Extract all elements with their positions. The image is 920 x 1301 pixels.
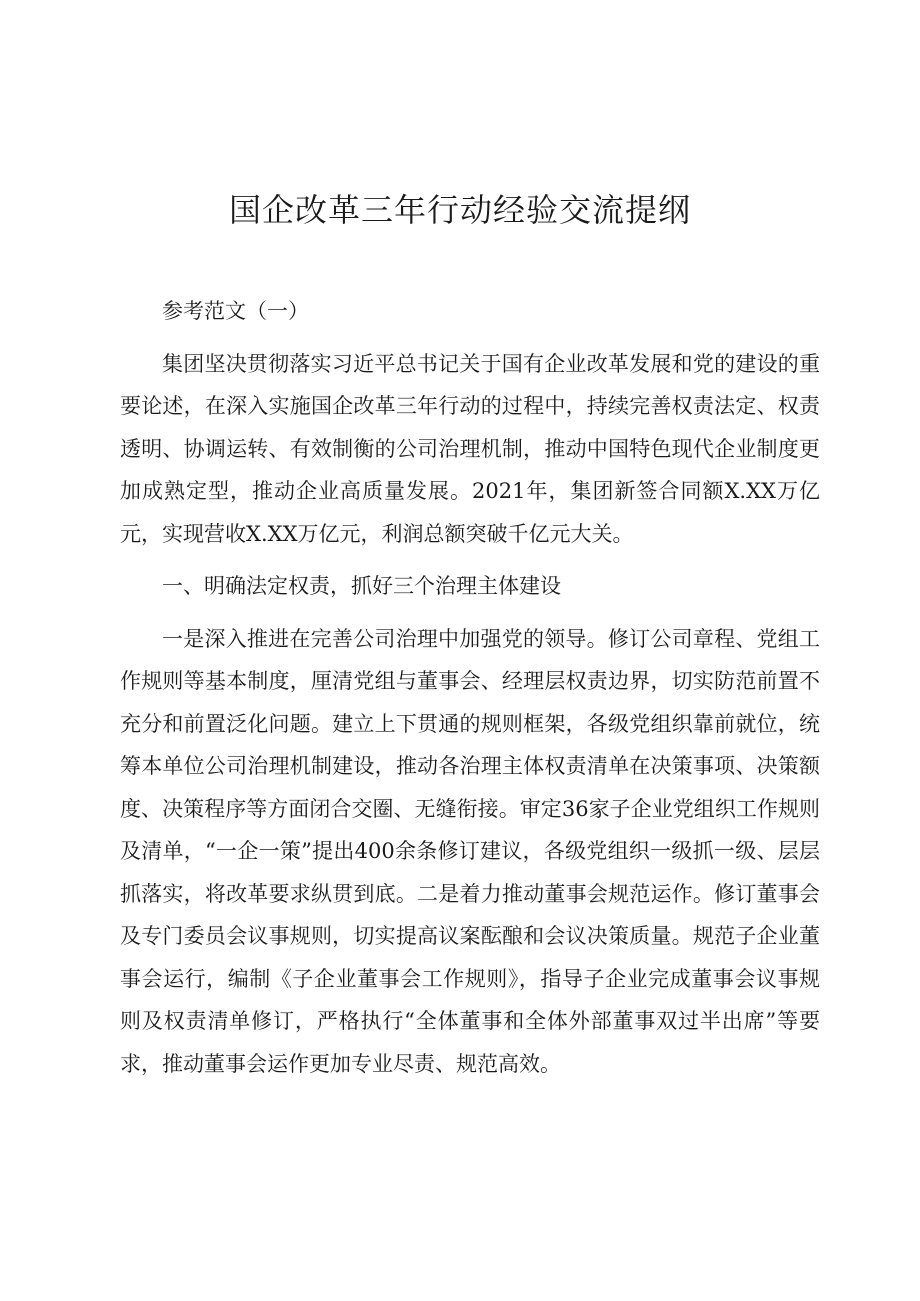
document-body	[120, 290, 820, 1085]
intro-paragraph: 集团坚决贯彻落实习近平总书记关于国有企业改革发展和党的建设的重要论述，在深入实施国企改革三年行动的过程中，持续完善权责法定、权责透明、协调运转、有效制衡的公司治理机制，推动中国特色现代企业制度更加成熟定型，推动企业高质量发展。2021年，集团新签合同额X.XX万亿元，实现营收X.XX万亿元，利润总额突破千亿元大关。	[120, 351, 820, 546]
document-title: 国企改革三年行动经验交流提纲	[228, 191, 691, 229]
body-paragraph: 一是深入推进在完善公司治理中加强党的领导。修订公司章程、党组工作规则等基本制度，厘清党组与董事会、经理层权责边界，切实防范前置不充分和前置泛化问题。建立上下贯通的规则框架，各级党组织靠前就位，统筹本单位公司治理机制建设，推动各治理主体权责清单在决策事项、决策额度、决策程序等方面闭合交圈、无缝衔接。审定36家子企业党组织工作规则及清单，“一企一策”提出400余条修订建议，各级党组织一级抓一级、层层抓落实，将改革要求纵贯到底。二是着力推动董事会规范运作。修订董事会及专门委员会议事规则，切实提高议案酝酿和会议决策质量。规范子企业董事会运行，编制《子企业董事会工作规则》，指导子企业完成董事会议事规则及权责清单修订，严格执行“全体董事和全体外部董事双过半出席”等要求，推动董事会运作更加专业尽责、规范高效。	[120, 626, 820, 1076]
section-label: 参考范文（一）	[162, 299, 309, 323]
section-heading: 一、明确法定权责，抓好三个治理主体建设	[162, 574, 561, 598]
